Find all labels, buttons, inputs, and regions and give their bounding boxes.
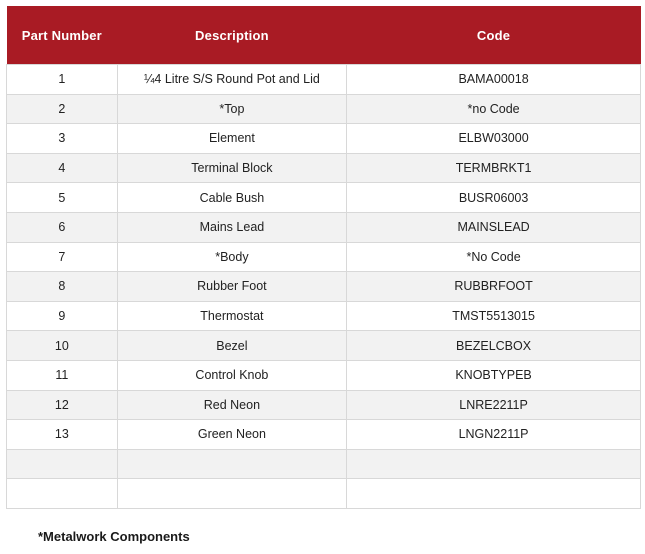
column-header-part-number: Part Number bbox=[7, 6, 118, 65]
cell-code: *no Code bbox=[347, 94, 641, 124]
cell-description: ¼4 Litre S/S Round Pot and Lid bbox=[117, 65, 346, 95]
cell-part-number bbox=[7, 479, 118, 509]
cell-description: Control Knob bbox=[117, 360, 346, 390]
cell-part-number: 9 bbox=[7, 301, 118, 331]
cell-description bbox=[117, 479, 346, 509]
cell-description: Element bbox=[117, 124, 346, 154]
cell-part-number: 2 bbox=[7, 94, 118, 124]
table-row bbox=[7, 242, 641, 272]
parts-table bbox=[6, 6, 641, 509]
cell-code: RUBBRFOOT bbox=[347, 272, 641, 302]
cell-part-number: 3 bbox=[7, 124, 118, 154]
header-row bbox=[7, 6, 641, 65]
table-row bbox=[7, 94, 641, 124]
cell-part-number: 7 bbox=[7, 242, 118, 272]
table-row bbox=[7, 360, 641, 390]
column-header-code: Code bbox=[347, 6, 641, 65]
cell-part-number: 4 bbox=[7, 153, 118, 183]
cell-code: KNOBTYPEB bbox=[347, 360, 641, 390]
cell-code bbox=[347, 479, 641, 509]
parts-list-document bbox=[0, 6, 645, 554]
cell-code: LNGN2211P bbox=[347, 420, 641, 450]
cell-description: Red Neon bbox=[117, 390, 346, 420]
cell-part-number: 13 bbox=[7, 420, 118, 450]
cell-code: MAINSLEAD bbox=[347, 212, 641, 242]
table-row bbox=[7, 183, 641, 213]
footnote: *Metalwork Components bbox=[38, 529, 190, 544]
cell-description: *Body bbox=[117, 242, 346, 272]
cell-code: *No Code bbox=[347, 242, 641, 272]
cell-code: BAMA00018 bbox=[347, 65, 641, 95]
cell-part-number: 8 bbox=[7, 272, 118, 302]
cell-description: Mains Lead bbox=[117, 212, 346, 242]
table-row bbox=[7, 212, 641, 242]
table-row bbox=[7, 390, 641, 420]
cell-part-number: 5 bbox=[7, 183, 118, 213]
cell-description bbox=[117, 449, 346, 479]
cell-part-number: 11 bbox=[7, 360, 118, 390]
table-row bbox=[7, 449, 641, 479]
cell-code: TMST5513015 bbox=[347, 301, 641, 331]
cell-code bbox=[347, 449, 641, 479]
cell-code: BEZELCBOX bbox=[347, 331, 641, 361]
cell-description: Green Neon bbox=[117, 420, 346, 450]
table-row bbox=[7, 301, 641, 331]
table-row bbox=[7, 272, 641, 302]
cell-part-number bbox=[7, 449, 118, 479]
table-row bbox=[7, 420, 641, 450]
cell-description: Terminal Block bbox=[117, 153, 346, 183]
cell-code: ELBW03000 bbox=[347, 124, 641, 154]
cell-part-number: 1 bbox=[7, 65, 118, 95]
cell-part-number: 6 bbox=[7, 212, 118, 242]
table-row bbox=[7, 153, 641, 183]
cell-part-number: 10 bbox=[7, 331, 118, 361]
cell-part-number: 12 bbox=[7, 390, 118, 420]
column-header-description: Description bbox=[117, 6, 346, 65]
cell-code: BUSR06003 bbox=[347, 183, 641, 213]
cell-description: Rubber Foot bbox=[117, 272, 346, 302]
cell-description: Thermostat bbox=[117, 301, 346, 331]
cell-description: Bezel bbox=[117, 331, 346, 361]
cell-description: Cable Bush bbox=[117, 183, 346, 213]
cell-code: LNRE2211P bbox=[347, 390, 641, 420]
cell-code: TERMBRKT1 bbox=[347, 153, 641, 183]
table-body bbox=[7, 65, 641, 509]
table-row bbox=[7, 479, 641, 509]
table-header bbox=[7, 6, 641, 65]
cell-description: *Top bbox=[117, 94, 346, 124]
table-row bbox=[7, 331, 641, 361]
table-row bbox=[7, 124, 641, 154]
table-row bbox=[7, 65, 641, 95]
